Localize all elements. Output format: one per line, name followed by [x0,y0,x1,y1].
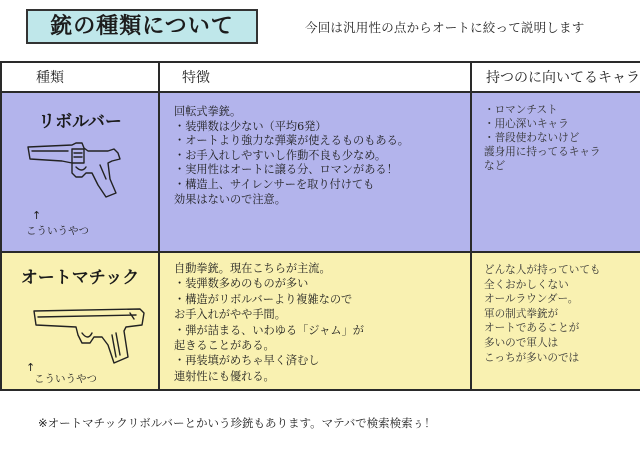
feature-line: 回転式拳銃。 [174,105,242,118]
feature-line: 起きることがある。 [174,339,275,353]
arrow-up-icon: ↑ [32,209,42,222]
character-line: オートであることが [484,322,580,335]
auto-characters-list [472,253,640,365]
character-line: どんな人が持っていても [484,264,601,276]
character-line: ・普段使わないけど [484,132,580,144]
feature-line: ・実用性はオートに譲る分、ロマンがある！ [174,163,398,177]
revolver-characters-list [472,93,640,173]
auto-note-text: こういうやつ [34,373,97,385]
feature-line: ・構造上、サイレンサーを取り付けても [174,177,375,191]
revolver-features-cell [159,92,471,252]
feature-line: ・構造がリボルバーより複雑なので [174,292,353,306]
feature-line: 効果はないので注意。 [174,192,286,206]
header-characters: 持つのに向いてるキャラ [471,62,640,92]
header-features: 特徴 [159,62,471,92]
revolver-note-text: こういうやつ [26,225,89,237]
revolver-features-list [160,93,470,207]
revolver-characters-cell [471,92,640,252]
revolver-sketch-note [26,209,89,238]
feature-line: ・再装填がめちゃ早く済むし [174,354,320,368]
character-line: 軍の制式拳銃が [484,307,559,320]
character-line: 全くおかしくない [484,278,569,291]
character-line: 多いので軍人は [484,336,559,349]
gun-types-table [0,61,640,391]
auto-sketch-note [26,361,97,386]
feature-line: ・オートより強力な弾薬が使えるものもある。 [174,134,409,148]
character-line: オールラウンダー。 [484,293,579,306]
revolver-label: リボルバー [38,112,122,132]
footnote: ※オートマチックリボルバーとかいう珍銃もあります。マテバで検索検索ぅ！ [38,416,436,430]
feature-line: お手入れがやや手間。 [174,308,286,322]
auto-features-list [160,253,470,384]
pistol-drawing-icon [30,305,150,367]
arrow-up-icon: ↑ [26,361,36,374]
auto-name-cell [1,252,159,390]
feature-line: 連射性にも優れる。 [174,369,275,383]
auto-label: オートマチック [20,268,140,288]
page-title: 銃の種類について [26,9,258,44]
feature-line: ・お手入れしやすいし作動不良も少なめ。 [174,148,387,162]
table-header-row [1,62,640,92]
feature-line: ・弾が詰まる、いわゆる「ジャム」が [174,323,364,337]
auto-characters-cell [471,252,640,390]
character-line: ・ロマンチスト [484,104,558,116]
auto-features-cell [159,252,471,390]
page-subtitle: 今回は汎用性の点からオートに絞って説明します [305,20,585,35]
table-row [1,252,640,390]
revolver-name-cell [1,92,159,252]
feature-line: ・装弾数は少ない（平均6発） [174,119,327,133]
header-type: 種類 [1,62,159,92]
feature-line: 自動拳銃。現在こちらが主流。 [174,262,331,275]
character-line: など [484,160,506,172]
character-line: 護身用に持ってるキャラ [484,146,601,158]
table-row [1,92,640,252]
character-line: こっちが多いのでは [484,351,580,364]
feature-line: ・装弾数多めのものが多い [174,277,309,291]
revolver-drawing-icon [22,139,132,199]
character-line: ・用心深いキャラ [484,118,569,130]
